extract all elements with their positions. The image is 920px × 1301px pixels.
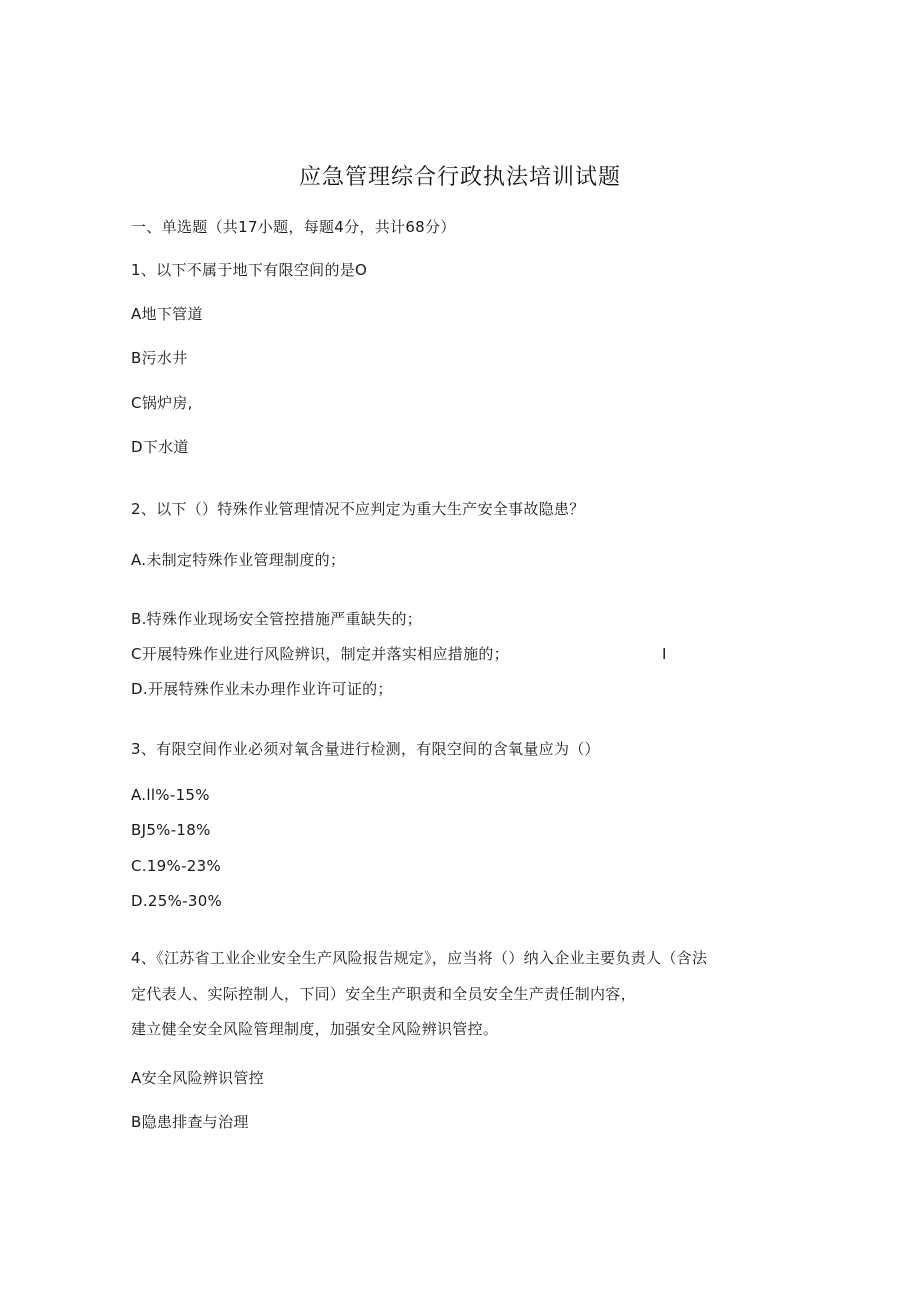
- question-2-stem: 2、以下（）特殊作业管理情况不应判定为重大生产安全事故隐患？: [131, 500, 585, 518]
- question-1-stem: 1、以下不属于地下有限空间的是O: [131, 261, 368, 279]
- question-2-option-c: C开展特殊作业进行风险辨识，制定并落实相应措施的；: [131, 645, 509, 663]
- question-3-stem: 3、有限空间作业必须对氧含量进行检测，有限空间的含氧量应为（）: [131, 740, 600, 758]
- question-4-option-a: A安全风险辨识管控: [131, 1069, 264, 1087]
- question-2-option-b: B.特殊作业现场安全管控措施严重缺失的；: [131, 610, 423, 628]
- question-4-stem-line-2: 定代表人、实际控制人，下同）安全生产职责和全员安全生产责任制内容，: [131, 985, 636, 1003]
- question-4-stem-line-3: 建立健全安全风险管理制度，加强安全风险辨识管控。: [131, 1020, 499, 1038]
- question-1-option-d: D下水道: [131, 438, 189, 456]
- question-3-option-d: D.25%-30%: [131, 892, 223, 910]
- stray-mark: I: [662, 645, 667, 663]
- question-1-option-c: C锅炉房,: [131, 394, 193, 412]
- question-3-option-a: A.ll%-15%: [131, 786, 210, 804]
- document-title: 应急管理综合行政执法培训试题: [298, 165, 621, 190]
- question-4-option-b: B隐患排查与治理: [131, 1113, 249, 1131]
- question-3-option-c: C.19%-23%: [131, 857, 222, 875]
- section-heading: 一、单选题（共17小题，每题4分，共计68分）: [131, 218, 456, 236]
- question-4-stem-line-1: 4、《江苏省工业企业安全生产风险报告规定》，应当将（）纳入企业主要负责人（含法: [131, 949, 708, 967]
- question-2-option-d: D.开展特殊作业未办理作业许可证的；: [131, 680, 393, 698]
- question-2-option-a: A.未制定特殊作业管理制度的；: [131, 551, 346, 569]
- question-1-option-b: B污水井: [131, 349, 188, 367]
- question-3-option-b: BJ5%-18%: [131, 821, 211, 839]
- question-1-option-a: A地下管道: [131, 305, 203, 323]
